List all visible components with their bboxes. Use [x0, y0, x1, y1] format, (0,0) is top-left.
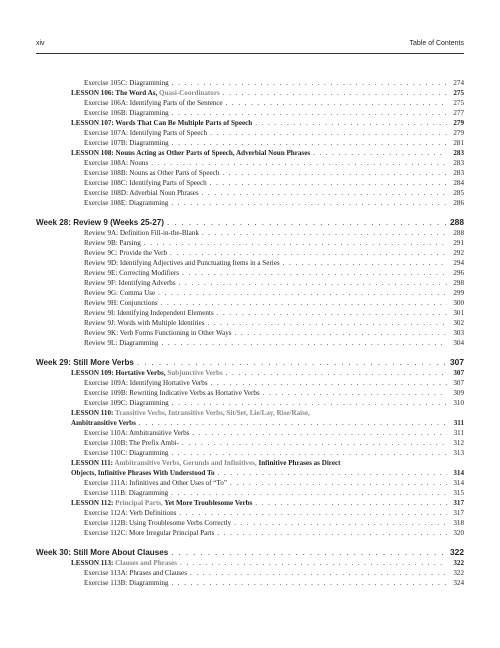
dot-leader — [202, 228, 447, 238]
entry-title-text: Week 29: Still More Verbs — [36, 358, 134, 367]
toc-exercise-entry[interactable] — [36, 188, 464, 198]
entry-title — [84, 308, 214, 318]
entry-title — [84, 518, 231, 528]
entry-title-text: Ambitransitive Verbs — [71, 419, 136, 427]
entry-title — [84, 288, 155, 298]
page-number: 318 — [453, 519, 464, 527]
entry-title-text: LESSON 113: — [71, 559, 116, 567]
dot-leader — [211, 378, 447, 388]
dot-leader — [161, 298, 447, 308]
entry-title — [84, 98, 223, 108]
toc-exercise-entry[interactable] — [36, 488, 464, 498]
dot-leader — [222, 168, 447, 178]
dot-leader — [230, 478, 447, 488]
page-number: 274 — [453, 79, 464, 87]
page-number: 300 — [453, 299, 464, 307]
toc-exercise-entry[interactable] — [36, 568, 464, 578]
entry-title — [84, 488, 168, 498]
dot-leader — [226, 368, 447, 378]
toc-exercise-entry[interactable] — [36, 258, 464, 268]
page-number: 279 — [453, 119, 464, 127]
entry-title-text: Exercise 109B: Rewriting Indicative Verbs as Hortative Verbs — [84, 389, 260, 397]
page-number: 288 — [450, 217, 464, 227]
toc-exercise-entry[interactable] — [36, 178, 464, 188]
dot-leader — [263, 388, 447, 398]
entry-title — [84, 78, 169, 88]
dot-leader — [180, 558, 447, 568]
entry-title — [84, 438, 179, 448]
dot-leader — [255, 118, 447, 128]
entry-title — [84, 388, 260, 398]
page-number: 322 — [450, 547, 464, 557]
page-number: 302 — [453, 319, 464, 327]
dot-leader — [182, 438, 447, 448]
entry-title-text: Exercise 111A: Infinitives and Other Uses of “To” — [84, 479, 227, 487]
toc-exercise-entry[interactable] — [36, 508, 464, 518]
entry-title-text: Exercise 110C: Diagramming — [84, 449, 169, 457]
dot-leader — [226, 98, 447, 108]
toc-exercise-entry[interactable] — [36, 478, 464, 488]
toc-exercise-entry[interactable] — [36, 288, 464, 298]
dot-leader — [283, 258, 447, 268]
page-number: 307 — [453, 379, 464, 387]
dot-leader — [235, 328, 447, 338]
entry-title-text: Exercise 112C: More Irregular Principal Parts — [84, 529, 215, 537]
page-number: 311 — [453, 419, 464, 427]
toc-exercise-entry[interactable] — [36, 98, 464, 108]
page-number: 301 — [453, 309, 464, 317]
entry-title — [71, 148, 310, 158]
entry-title — [71, 408, 310, 418]
page-number: 284 — [453, 179, 464, 187]
toc-exercise-entry[interactable] — [36, 578, 464, 588]
page-number: 307 — [450, 357, 464, 367]
toc-lesson-entry[interactable] — [36, 408, 464, 418]
entry-title — [84, 428, 189, 438]
toc-lesson-entry[interactable] — [36, 88, 464, 98]
page-number: 283 — [453, 159, 464, 167]
toc-exercise-entry[interactable] — [36, 198, 464, 208]
entry-title — [84, 378, 208, 388]
page-number: 313 — [453, 449, 464, 457]
toc-lesson-entry[interactable] — [36, 148, 464, 158]
entry-title-text: Exercise 108A: Nouns — [84, 159, 149, 167]
dot-leader — [139, 418, 447, 428]
entry-title — [71, 468, 215, 478]
entry-title — [71, 418, 136, 428]
toc-exercise-entry[interactable] — [36, 78, 464, 88]
toc-exercise-entry[interactable] — [36, 328, 464, 338]
entry-title-text: Review 9E: Correcting Modifiers — [84, 269, 180, 277]
entry-title — [84, 578, 168, 588]
entry-title-text: Exercise 106B: Diagramming — [84, 109, 169, 117]
entry-title-text: Review 9I: Identifying Independent Elements — [84, 309, 214, 317]
entry-title — [71, 458, 340, 468]
entry-title — [71, 498, 252, 508]
toc-exercise-entry[interactable] — [36, 428, 464, 438]
entry-title-tail: Yet More Troublesome Verbs — [162, 499, 253, 507]
entry-title-text: Review 9K: Verb Forms Functioning in Other Ways — [84, 329, 232, 337]
entry-title-text: LESSON 106: The Word As, — [71, 89, 160, 97]
page-number: 315 — [453, 489, 464, 497]
dot-leader — [161, 338, 447, 348]
entry-title — [84, 158, 148, 168]
page-number: 286 — [453, 199, 464, 207]
page-number: 291 — [453, 239, 464, 247]
running-head — [36, 40, 464, 47]
dot-leader — [151, 158, 447, 168]
dot-leader — [190, 568, 447, 578]
entry-title — [71, 118, 252, 128]
page-number: 322 — [453, 569, 464, 577]
entry-title — [71, 88, 220, 98]
entry-title-highlight: Transitive Verbs, Intransitive Verbs, Sit/Set, Lie/Lay, Rise/Raise, — [115, 409, 310, 417]
toc-lesson-entry[interactable] — [36, 418, 464, 428]
toc-exercise-entry[interactable] — [36, 378, 464, 388]
toc-exercise-entry[interactable] — [36, 238, 464, 248]
entry-title — [84, 128, 207, 138]
entry-title-highlight: Quasi-Coordinators — [159, 89, 220, 97]
dot-leader — [202, 188, 447, 198]
page-number: 312 — [453, 439, 464, 447]
entry-title-text: Exercise 108B: Nouns as Other Parts of Speech — [84, 169, 220, 177]
toc-exercise-entry[interactable] — [36, 168, 464, 178]
entry-title — [84, 448, 168, 458]
page-number: 311 — [453, 429, 464, 437]
page-number: 288 — [453, 229, 464, 237]
dot-leader — [158, 288, 447, 298]
entry-title — [84, 508, 176, 518]
entry-title-highlight: Subjunctive Verbs — [167, 369, 223, 377]
page-number: 322 — [453, 559, 464, 567]
entry-title-text: Objects, Infinitive Phrases With Understood To — [71, 469, 215, 477]
toc-lesson-entry[interactable] — [36, 118, 464, 128]
toc-exercise-entry[interactable] — [36, 138, 464, 148]
entry-title-text: Exercise 108C: Identifying Parts of Speech — [84, 179, 207, 187]
entry-title-text: Exercise 105C: Diagramming — [84, 79, 169, 87]
page-number: 298 — [453, 279, 464, 287]
page-number: 281 — [453, 139, 464, 147]
entry-title-text: Exercise 110A: Ambitransitive Verbs — [84, 429, 190, 437]
page-number: 320 — [453, 529, 464, 537]
page-number: 314 — [453, 469, 464, 477]
entry-title-text: Exercise 111B: Diagramming — [84, 489, 169, 497]
dot-leader — [255, 498, 447, 508]
entry-title — [84, 478, 227, 488]
dot-leader — [207, 318, 447, 328]
toc-exercise-entry[interactable] — [36, 448, 464, 458]
dot-leader — [182, 268, 447, 278]
entry-title-text: Exercise 113A: Phrases and Clauses — [84, 569, 187, 577]
entry-title — [84, 268, 179, 278]
entry-title — [84, 188, 199, 198]
dot-leader — [313, 148, 447, 158]
entry-title-highlight: Ambitransitive Verbs, Gerunds and Infinitives, — [114, 459, 257, 467]
page-number: 303 — [453, 329, 464, 337]
entry-title-text: Review 9F: Identifying Adverbs — [84, 279, 176, 287]
page-number: 283 — [453, 169, 464, 177]
toc-exercise-entry[interactable] — [36, 438, 464, 448]
entry-title-text: LESSON 109: Hortative Verbs, — [71, 369, 168, 377]
entry-title-text: Review 9D: Identifying Adjectives and Punctuating Items in a Series — [84, 259, 280, 267]
dot-leader — [144, 238, 447, 248]
page-number: 275 — [453, 89, 464, 97]
entry-title-text: LESSON 107: Words That Can Be Multiple Parts of Speech — [71, 119, 253, 127]
toc-exercise-entry[interactable] — [36, 268, 464, 278]
entry-title-text: Exercise 107A: Identifying Parts of Speech — [84, 129, 208, 137]
header-rule — [36, 53, 464, 54]
entry-title — [84, 248, 167, 258]
entry-title-text: Review 9L: Diagramming — [84, 339, 159, 347]
page-number: 304 — [453, 339, 464, 347]
page-number: 285 — [453, 189, 464, 197]
entry-title-text: Review 9C: Provide the Verb — [84, 249, 168, 257]
dot-leader — [217, 528, 447, 538]
page-number: 277 — [453, 109, 464, 117]
page-number: 292 — [453, 249, 464, 257]
dot-leader — [171, 448, 447, 458]
dot-leader — [210, 128, 447, 138]
entry-title-text: Review 9G: Comma Use — [84, 289, 156, 297]
toc-lesson-entry[interactable] — [36, 558, 464, 568]
entry-title-text: Exercise 113B: Diagramming — [84, 579, 169, 587]
entry-title-text: Week 30: Still More About Clauses — [36, 548, 169, 557]
entry-title-highlight: Principal Parts, — [115, 499, 163, 507]
entry-title-text: Exercise 108E: Diagramming — [84, 199, 169, 207]
page-number: 275 — [453, 99, 464, 107]
toc-exercise-entry[interactable] — [36, 308, 464, 318]
entry-title-text: Exercise 106A: Identifying Parts of the Sentence — [84, 99, 223, 107]
toc-exercise-entry[interactable] — [36, 298, 464, 308]
entry-title-text: Exercise 112B: Using Troublesome Verbs Correctly — [84, 519, 232, 527]
toc-exercise-entry[interactable] — [36, 398, 464, 408]
entry-title-text: LESSON 108: Nouns Acting as Other Parts of Speech, Adverbial Noun Phrases — [71, 149, 311, 157]
table-of-contents — [36, 78, 464, 588]
dot-leader — [234, 518, 447, 528]
page-number: 296 — [453, 269, 464, 277]
entry-title-text: LESSON 110: — [71, 409, 116, 417]
toc-exercise-entry[interactable] — [36, 318, 464, 328]
entry-title — [84, 198, 168, 208]
dot-leader — [217, 308, 447, 318]
entry-title-text: Review 9B: Parsing — [84, 239, 141, 247]
entry-title — [84, 318, 204, 328]
page-number: 310 — [453, 399, 464, 407]
dot-leader — [172, 138, 447, 148]
toc-exercise-entry[interactable] — [36, 388, 464, 398]
entry-title-text: Exercise 108D: Adverbial Noun Phrases — [84, 189, 199, 197]
entry-title-text: Exercise 109A: Identifying Hortative Verbs — [84, 379, 208, 387]
dot-leader — [171, 198, 447, 208]
entry-title — [84, 258, 280, 268]
entry-title-text: Review 9J: Words with Multiple Identities — [84, 319, 205, 327]
entry-title — [71, 368, 223, 378]
dot-leader — [192, 428, 447, 438]
dot-leader — [171, 578, 447, 588]
entry-title — [84, 238, 141, 248]
entry-title — [84, 298, 158, 308]
toc-lesson-entry[interactable] — [36, 468, 464, 478]
page-number: 314 — [453, 479, 464, 487]
entry-title — [84, 398, 169, 408]
page-label: xiv — [36, 40, 45, 47]
page-number: 283 — [453, 149, 464, 157]
entry-title-text: Review 9H: Conjunctions — [84, 299, 158, 307]
toc-exercise-entry[interactable] — [36, 528, 464, 538]
entry-title-text: Week 28: Review 9 (Weeks 25-27) — [36, 218, 164, 227]
dot-leader — [210, 178, 447, 188]
dot-leader — [172, 78, 447, 88]
page-number: 279 — [453, 129, 464, 137]
entry-title — [84, 168, 219, 178]
entry-title — [84, 108, 169, 118]
entry-title-text: Review 9A: Definition Fill-in-the-Blank — [84, 229, 199, 237]
entry-title-text: LESSON 111: — [71, 459, 115, 467]
page-number: 324 — [453, 579, 464, 587]
toc-exercise-entry[interactable] — [36, 278, 464, 288]
page-number: 317 — [453, 499, 464, 507]
toc-lesson-entry[interactable] — [36, 458, 464, 468]
entry-title — [71, 558, 177, 568]
page-number: 294 — [453, 259, 464, 267]
entry-title — [84, 338, 158, 348]
entry-title-text: Exercise 107B: Diagramming — [84, 139, 169, 147]
dot-leader — [171, 488, 447, 498]
dot-leader — [179, 278, 447, 288]
dot-leader — [172, 398, 447, 408]
entry-title — [84, 138, 169, 148]
entry-title-tail: Infinitive Phrases as Direct — [256, 459, 341, 467]
entry-title-text: LESSON 112: — [71, 499, 116, 507]
toc-lesson-entry[interactable] — [36, 368, 464, 378]
entry-title — [84, 528, 214, 538]
entry-title — [84, 228, 199, 238]
toc-exercise-entry[interactable] — [36, 228, 464, 238]
entry-title-highlight: Clauses and Phrases — [115, 559, 178, 567]
toc-exercise-entry[interactable] — [36, 158, 464, 168]
page-number: 309 — [453, 389, 464, 397]
dot-leader — [179, 508, 447, 518]
running-title: Table of Contents — [409, 40, 464, 47]
entry-title-text: Exercise 112A: Verb Definitions — [84, 509, 177, 517]
toc-exercise-entry[interactable] — [36, 518, 464, 528]
dot-leader — [170, 248, 447, 258]
toc-week-entry[interactable] — [36, 546, 464, 558]
entry-title-text: Exercise 110B: The Prefix Ambi- — [84, 439, 179, 447]
page-number: 307 — [453, 369, 464, 377]
dot-leader — [172, 108, 447, 118]
page-number: 299 — [453, 289, 464, 297]
toc-week-entry[interactable] — [36, 356, 464, 368]
entry-title — [84, 178, 207, 188]
toc-lesson-entry[interactable] — [36, 498, 464, 508]
toc-exercise-entry[interactable] — [36, 338, 464, 348]
entry-title — [84, 568, 187, 578]
toc-exercise-entry[interactable] — [36, 248, 464, 258]
toc-exercise-entry[interactable] — [36, 108, 464, 118]
dot-leader — [223, 88, 447, 98]
dot-leader — [218, 468, 447, 478]
entry-title-text: Exercise 109C: Diagramming — [84, 399, 169, 407]
toc-week-entry[interactable] — [36, 216, 464, 228]
toc-exercise-entry[interactable] — [36, 128, 464, 138]
entry-title — [84, 278, 176, 288]
page-number: 317 — [453, 509, 464, 517]
entry-title — [84, 328, 232, 338]
